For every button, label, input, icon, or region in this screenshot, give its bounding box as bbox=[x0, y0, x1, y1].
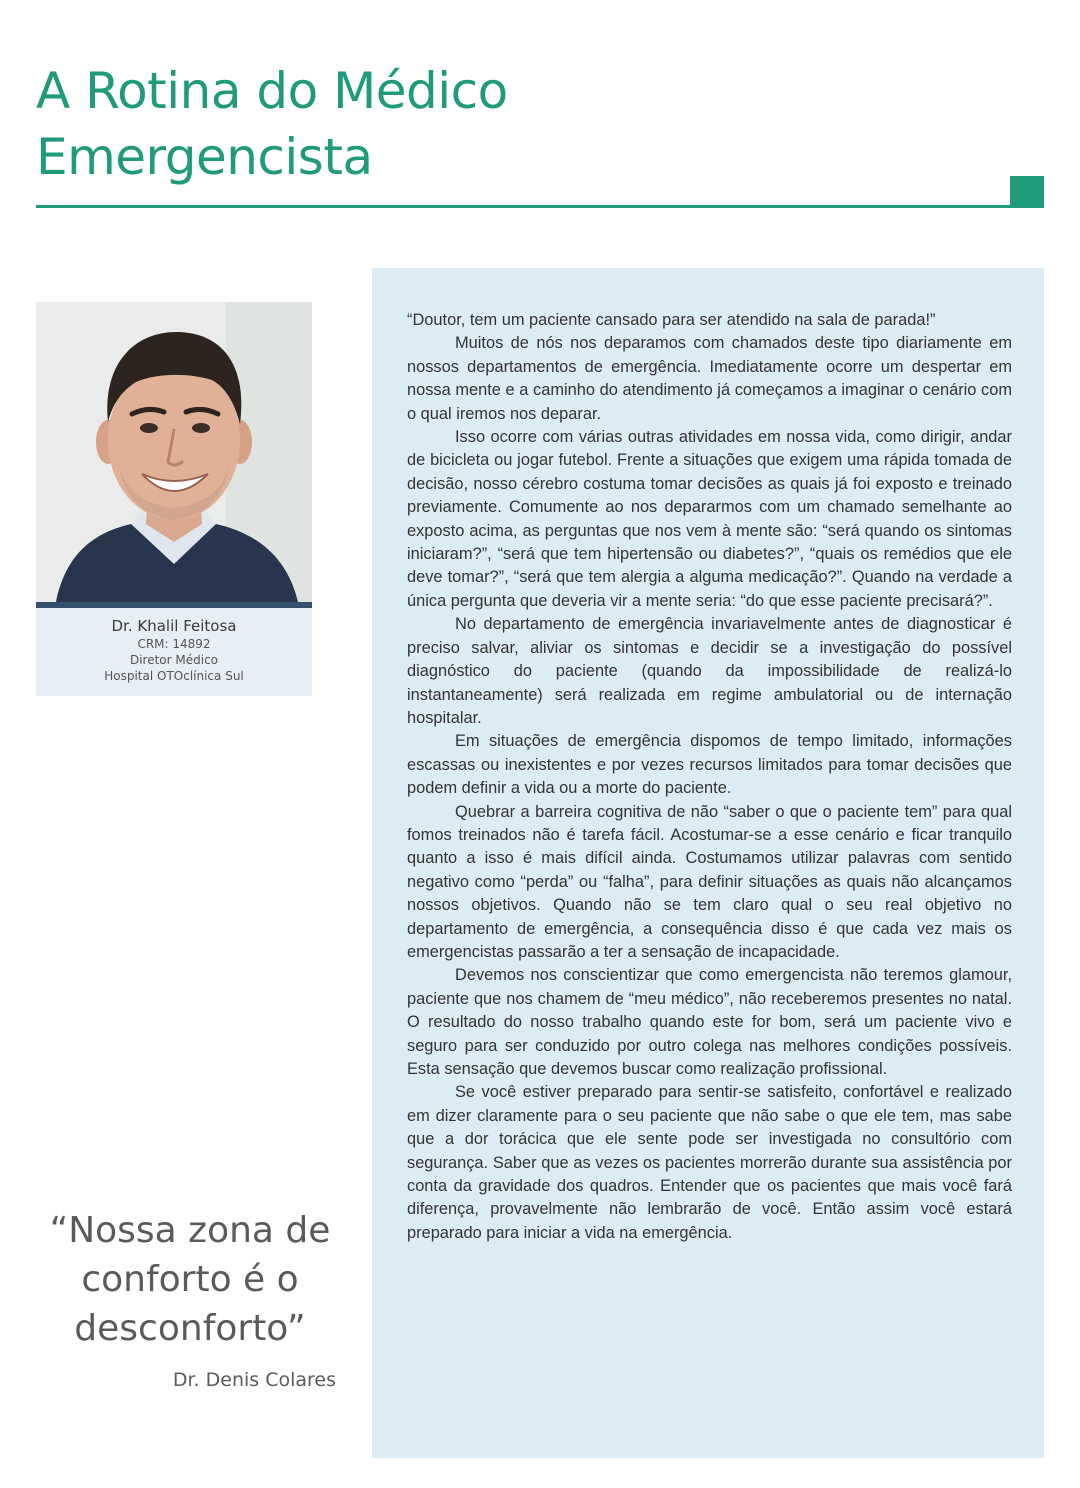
article-body bbox=[372, 268, 1044, 1458]
author-photo bbox=[36, 302, 312, 602]
article-paragraph-7: Devemos nos conscientizar que como emergencista não teremos glamour, paciente que nos chamem de “meu médico”, não receberemos presentes no natal. O resultado do nosso trabalho quando este for bom, será um paciente vivo e seguro para ser conduzido por outro colega nas melhores condições possíveis. Esta sensação que devemos buscar como realização profissional. bbox=[407, 966, 1012, 1078]
article-paragraph-8: Se você estiver preparado para sentir-se satisfeito, confortável e realizado em dizer claramente para o seu paciente que não sabe o que ele tem, mas sabe que a dor torácica que ele sente pode ser investigada no consultório com segurança. Saber que as vezes os pacientes morrerão durante sua assistência por conta da gravidade dos quadros. Entender que os pacientes que mais você fará diferença, provavelmente não lembrarão de você. Então assim você estará preparado para iniciar a vida na emergência. bbox=[407, 1083, 1012, 1242]
article-paragraph-6: Quebrar a barreira cognitiva de não “saber o que o paciente tem” para qual fomos treinados não é tarefa fácil. Acostumar-se a esse cenário e ficar tranquilo quanto a isso é mais difícil ainda. Costumamos utilizar palavras com sentido negativo como “perda” ou “falha”, para definir situações as quais não alcançamos nossos objetivos. Quando não se tem claro qual o seu real objetivo no departamento de emergência, a consequência disso é que cada vez mais os emergencistas passarão a ter a sensação de incapacidade. bbox=[407, 802, 1012, 961]
author-role: Diretor Médico bbox=[129, 653, 219, 667]
title-divider-block bbox=[1010, 176, 1044, 208]
pull-quote-line-3: desconforto” bbox=[74, 1308, 306, 1349]
page-title-line-1: A Rotina do Médico bbox=[36, 62, 508, 120]
article-paragraph-2: Muitos de nós nos deparamos com chamados deste tipo diariamente em nossos departamentos de emergência. Imediatamente ocorre um despertar em nossa mente e a caminho do atendimento já começamos a imaginar o cenário com o qual iremos nos deparar. bbox=[407, 334, 1012, 423]
author-name: Dr. Khalil Feitosa bbox=[111, 617, 237, 635]
author-caption bbox=[36, 616, 312, 684]
author-profile-card bbox=[36, 302, 312, 696]
article-paragraph-3: Isso ocorre com várias outras atividades em nossa vida, como dirigir, andar de bicicleta ou jogar futebol. Frente a situações que exigem uma rápida tomada de decisão, nosso cérebro costuma tomar decisões as quais já foi exposto e treinado previamente. Comumente ao nos depararmos com um chamado semelhante ao exposto acima, as perguntas que nos vem à mente são: “será quando os sintomas iniciaram?”, “será que tem hipertensão ou diabetes?”, “quais os remédios que ele deve tomar?”, “será que tem alergia a alguma medicação?”. Quando na verdade a única pergunta que deveria vir a mente seria: “do que esse paciente precisará?”. bbox=[407, 428, 1012, 610]
pull-quote-line-2: conforto é o bbox=[81, 1259, 299, 1300]
photo-accent-bar bbox=[36, 602, 312, 608]
pull-quote-author: Dr. Denis Colares bbox=[172, 1369, 336, 1391]
pull-quote-line-1: “Nossa zona de bbox=[49, 1210, 331, 1251]
article-paragraph-4: No departamento de emergência invariavelmente antes de diagnosticar é preciso salvar, aliviar os sintomas e decidir se a investigação do possível diagnóstico do paciente (quando da impossibilidade de realizá-lo instantaneamente) será realizada em regime ambulatorial ou de internação hospitalar. bbox=[407, 615, 1012, 727]
title-divider bbox=[36, 205, 1011, 208]
page-title bbox=[36, 58, 936, 190]
page-title-line-2: Emergencista bbox=[36, 128, 373, 186]
pull-quote bbox=[40, 1206, 340, 1353]
author-crm: CRM: 14892 bbox=[137, 637, 211, 651]
author-hospital: Hospital OTOclínica Sul bbox=[104, 669, 244, 683]
article-paragraph-1: “Doutor, tem um paciente cansado para ser atendido na sala de parada!” bbox=[407, 311, 936, 329]
article-paragraph-5: Em situações de emergência dispomos de tempo limitado, informações escassas ou inexistentes e por vezes recursos limitados para tomar decisões que podem definir a vida ou a morte do paciente. bbox=[407, 732, 1012, 798]
